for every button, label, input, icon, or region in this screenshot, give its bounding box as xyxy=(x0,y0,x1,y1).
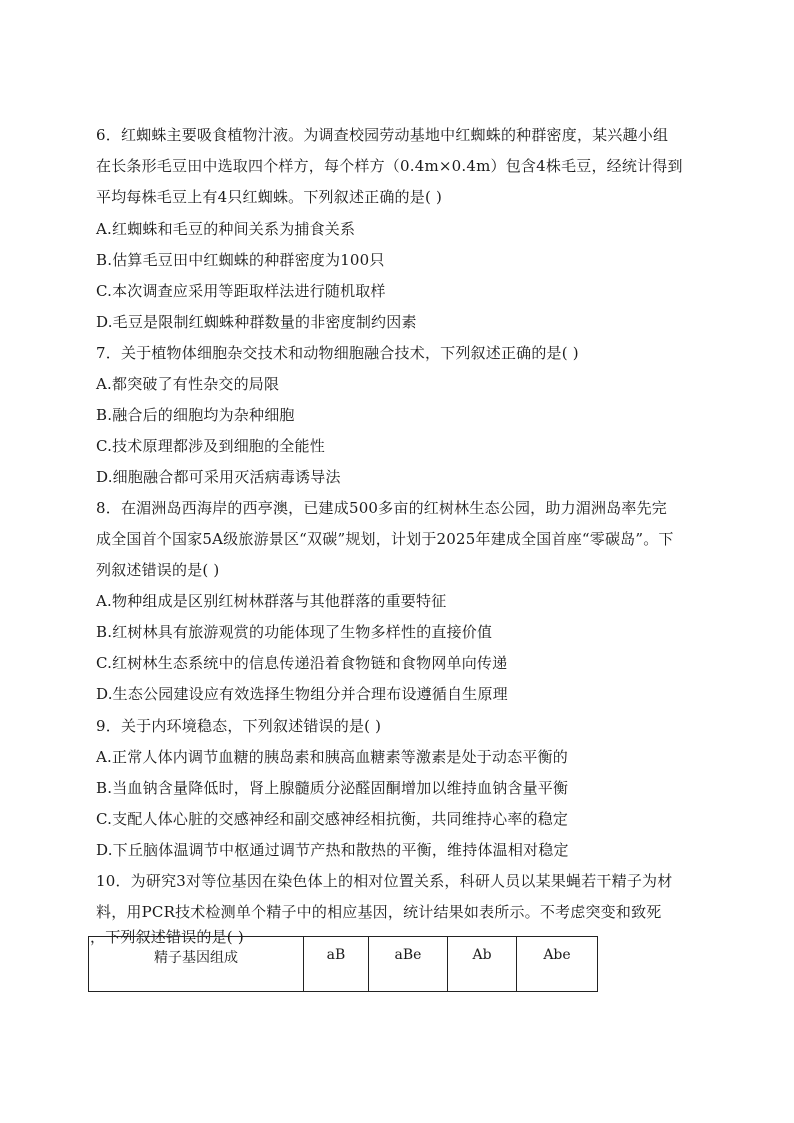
q10-stem-line-1: 10．为研究3对等位基因在染色体上的相对位置关系，科研人员以某果蝇若干精子为材 xyxy=(96,872,673,890)
q8-option-d: D.生态公园建设应有效选择生物组分并合理布设遵循自生原理 xyxy=(96,685,508,703)
q6-option-a: A.红蜘蛛和毛豆的种间关系为捕食关系 xyxy=(96,220,356,238)
q6-option-d: D.毛豆是限制红蜘蛛种群数量的非密度制约因素 xyxy=(96,313,417,331)
q6-option-b: B.估算毛豆田中红蜘蛛的种群密度为100只 xyxy=(96,251,385,269)
q8-option-c: C.红树林生态系统中的信息传递沿着食物链和食物网单向传递 xyxy=(96,654,508,672)
table-row xyxy=(89,937,598,992)
table-cell: aB xyxy=(304,937,369,992)
q7-option-c: C.技术原理都涉及到细胞的全能性 xyxy=(96,437,325,455)
q6-option-c: C.本次调查应采用等距取样法进行随机取样 xyxy=(96,282,386,300)
q6-stem-line-3: 平均每株毛豆上有4只红蜘蛛。下列叙述正确的是( ) xyxy=(96,188,443,206)
q8-stem-line-2: 成全国首个国家5A级旅游景区“双碳”规划，计划于2025年建成全国首座“零碳岛”。下 xyxy=(96,530,674,548)
q8-stem-line-3: 列叙述错误的是( ) xyxy=(96,561,220,579)
q7-option-a: A.都突破了有性杂交的局限 xyxy=(96,375,280,393)
q7-option-d: D.细胞融合都可采用灭活病毒诱导法 xyxy=(96,468,341,486)
q6-stem-line-1: 6．红蜘蛛主要吸食植物汁液。为调查校园劳动基地中红蜘蛛的种群密度，某兴趣小组 xyxy=(96,126,669,144)
q10-stem-line-3: ，下列叙述错误的是( ) xyxy=(90,928,244,946)
q9-option-c: C.支配人体心脏的交感神经和副交感神经相抗衡，共同维持心率的稳定 xyxy=(96,810,569,828)
q6-stem-line-2: 在长条形毛豆田中选取四个样方，每个样方（0.4m×0.4m）包含4株毛豆，经统计得到 xyxy=(96,157,683,175)
table-cell: Abe xyxy=(517,937,598,992)
q10-stem-line-2: 料，用PCR技术检测单个精子中的相应基因，统计结果如表所示。不考虑突变和致死 xyxy=(96,903,662,921)
q7-stem: 7．关于植物体细胞杂交技术和动物细胞融合技术，下列叙述正确的是( ) xyxy=(96,344,579,362)
q9-stem: 9．关于内环境稳态，下列叙述错误的是( ) xyxy=(96,717,382,735)
table-cell: Ab xyxy=(448,937,517,992)
q8-option-b: B.红树林具有旅游观赏的功能体现了生物多样性的直接价值 xyxy=(96,623,493,641)
table-cell: aBe xyxy=(369,937,448,992)
q9-option-a: A.正常人体内调节血糖的胰岛素和胰高血糖素等激素是处于动态平衡的 xyxy=(96,748,569,766)
q9-option-b: B.当血钠含量降低时，肾上腺髓质分泌醛固酮增加以维持血钠含量平衡 xyxy=(96,779,569,797)
sperm-genotype-table xyxy=(88,936,598,992)
q8-option-a: A.物种组成是区别红树林群落与其他群落的重要特征 xyxy=(96,592,447,610)
q7-option-b: B.融合后的细胞均为杂种细胞 xyxy=(96,406,295,424)
table-header-cell: 精子基因组成 xyxy=(89,937,304,992)
q8-stem-line-1: 8．在湄洲岛西海岸的西亭澳，已建成500多亩的红树林生态公园，助力湄洲岛率先完 xyxy=(96,499,667,517)
q9-option-d: D.下丘脑体温调节中枢通过调节产热和散热的平衡，维持体温相对稳定 xyxy=(96,841,569,859)
